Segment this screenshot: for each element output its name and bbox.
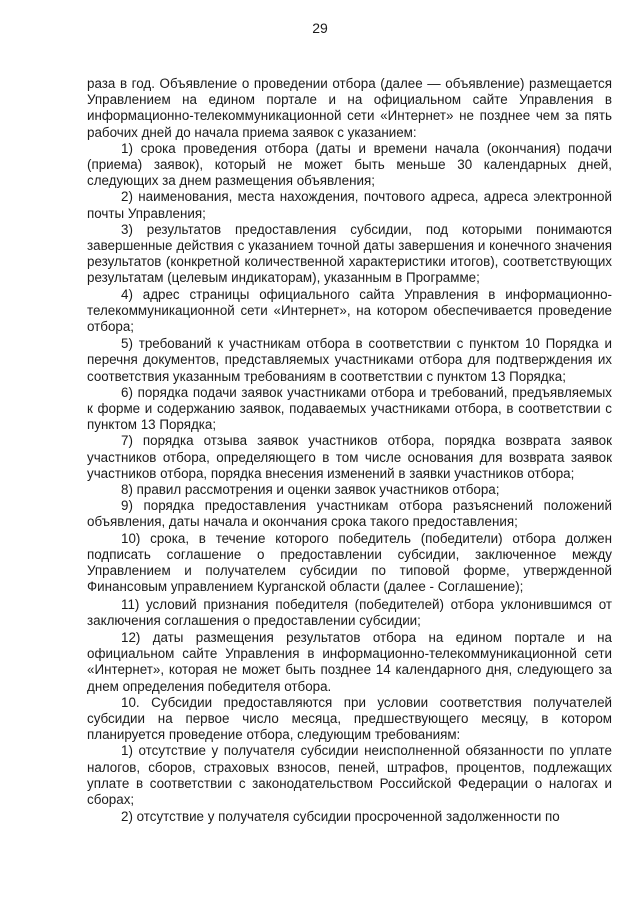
section-10-paragraph: 10. Субсидии предоставляются при условии соответствия получателей субсидии на первое число месяца, предшествующего месяцу, в котором планируется проведение отбора, следующим требованиям: — [87, 694, 612, 743]
list-item-7: 7) порядка отзыва заявок участников отбора, порядка возврата заявок участников отбора, определяющего в том числе основания для возврата заявок участников отбора, порядка внесения изменений в заявки участников отбора; — [87, 433, 612, 481]
list-item-1: 1) срока проведения отбора (даты и времени начала (окончания) подачи (приема) заявок), который не может быть меньше 30 календарных дней, следующих за днем размещения объявления; — [87, 140, 612, 189]
list-item-8: 8) правил рассмотрения и оценки заявок участников отбора; — [121, 482, 500, 498]
list-item-10: 10) срока, в течение которого победитель (победители) отбора должен подписать соглашение о предоставлении субсидии, заключенное между Управлением и получателем субсидии по типовой форме, утвержденной Финансовым управлением Курганской области (далее - Соглашение); — [87, 530, 612, 595]
requirement-item-2: 2) отсутствие у получателя субсидии просроченной задолженности по — [121, 809, 560, 825]
list-item-4: 4) адрес страницы официального сайта Управления в информационно-телекоммуникационной сети «Интернет», на котором обеспечивается проведение отбора; — [87, 286, 612, 335]
list-item-11: 11) условий признания победителя (победителей) отбора уклонившимся от заключения соглашения о предоставлении субсидии; — [87, 596, 612, 628]
paragraph-continuation: раза в год. Объявление о проведении отбора (далее — объявление) размещается Управлением на едином портале и на официальном сайте Управления в информационно-телекоммуникационной сети «Интернет» не позднее чем за пять рабочих дней до начала приема заявок с указанием: — [87, 76, 612, 140]
document-body — [87, 76, 612, 825]
list-item-5: 5) требований к участникам отбора в соответствии с пунктом 10 Порядка и перечня документов, представляемых участниками отбора для подтверждения их соответствия указанным требованиям в соответствии с пунктом 13 Порядка; — [87, 336, 612, 384]
list-item-3: 3) результатов предоставления субсидии, под которыми понимаются завершенные действия с указанием точной даты завершения и конечного значения результатов (конкретной количественной характеристики итогов), соответствующих результатам (целевым индикаторам), указанным в Программе; — [87, 221, 612, 286]
list-item-2: 2) наименования, места нахождения, почтового адреса, адреса электронной почты Управления; — [87, 189, 612, 221]
list-item-6: 6) порядка подачи заявок участниками отбора и требований, предъявляемых к форме и содержанию заявок, подаваемых участниками отбора, в соответствии с пунктом 13 Порядка; — [87, 384, 612, 433]
list-item-9: 9) порядка предоставления участникам отбора разъяснений положений объявления, даты начала и окончания срока такого предоставления; — [87, 498, 612, 530]
list-item-12: 12) даты размещения результатов отбора на едином портале и на официальном сайте Управления в информационно-телекоммуникационной сети «Интернет», которая не может быть позднее 14 календарного дня, следующего за днем определения победителя отбора. — [87, 629, 612, 694]
page-number: 29 — [312, 20, 328, 36]
requirement-item-1: 1) отсутствие у получателя субсидии неисполненной обязанности по уплате налогов, сборов, страховых взносов, пеней, штрафов, процентов, подлежащих уплате в соответствии с законодательством Российской Федерации о налогах и сборах; — [87, 743, 612, 807]
